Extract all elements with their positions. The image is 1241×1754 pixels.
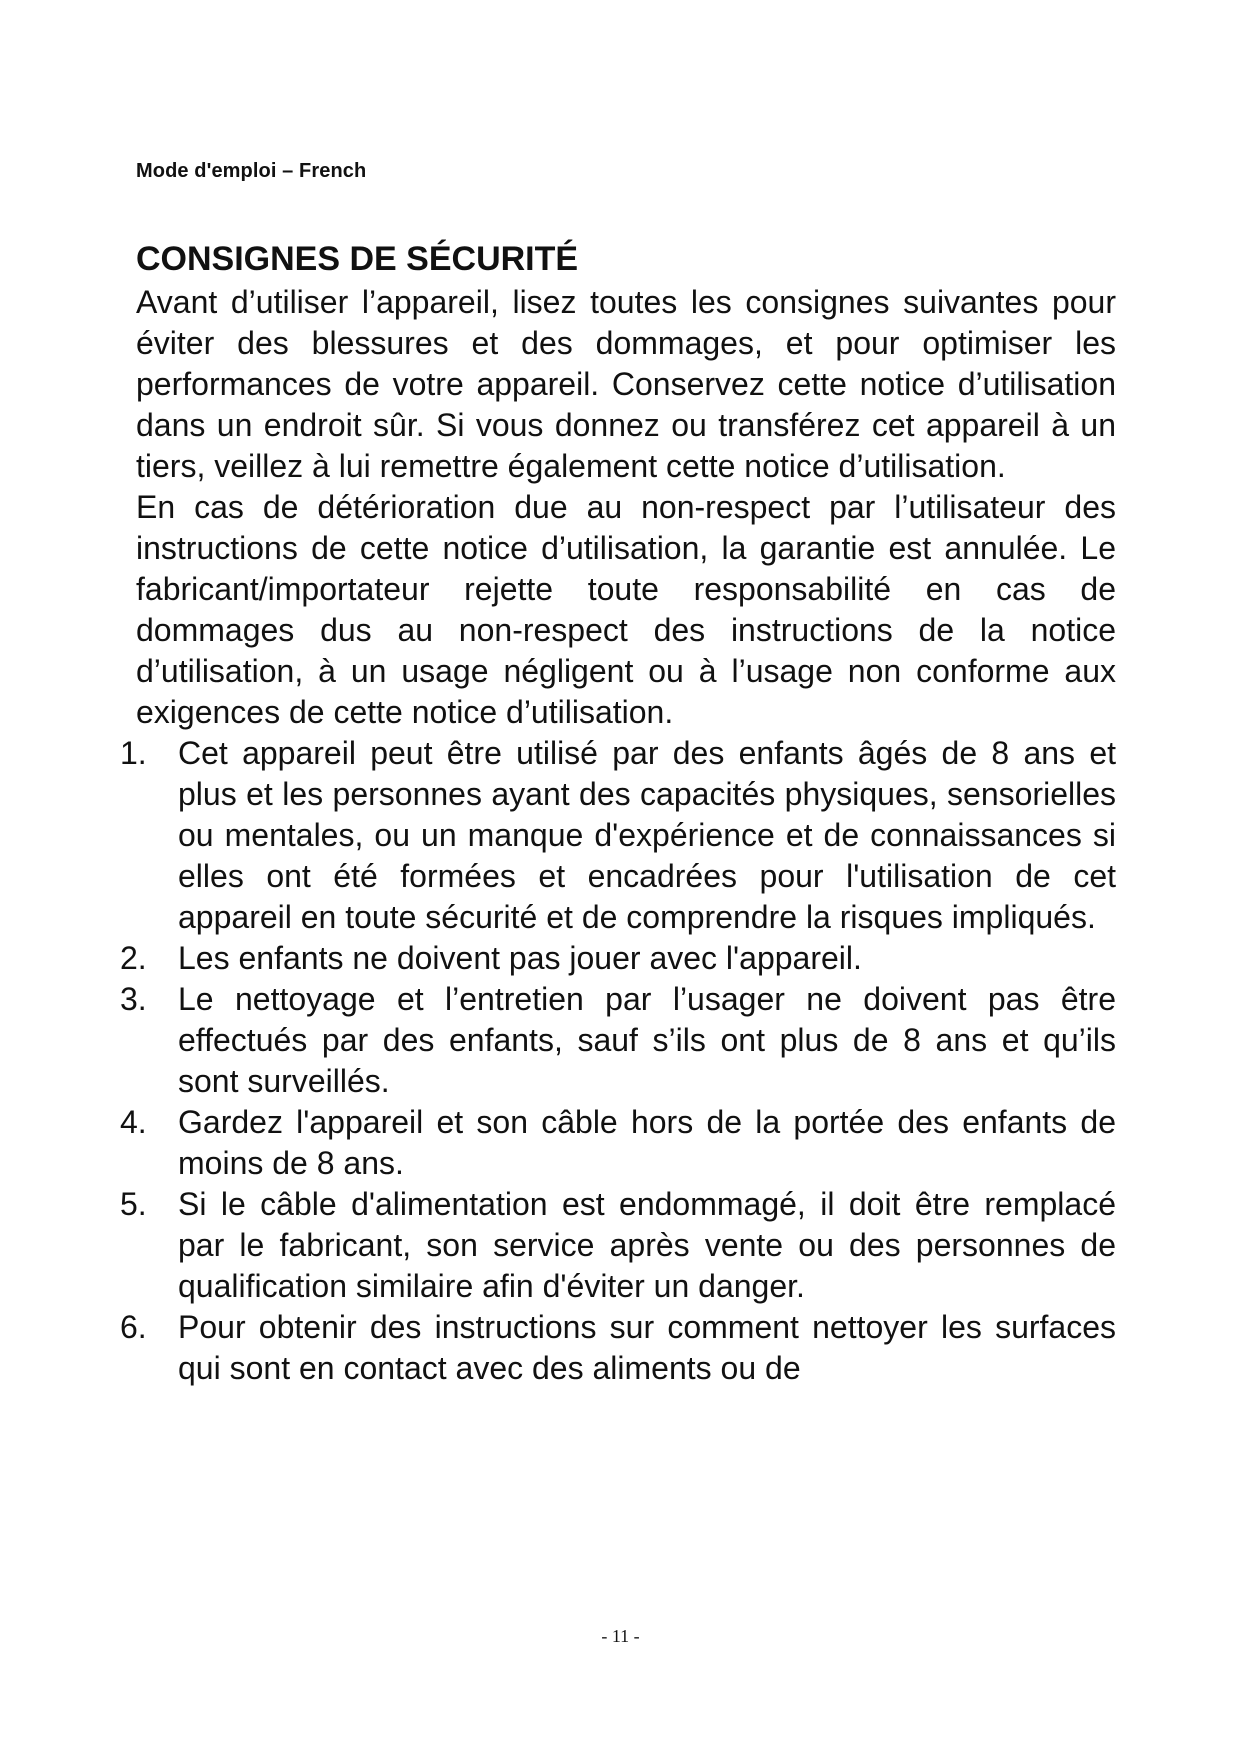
list-item-text: Gardez l'appareil et son câble hors de la portée des enfants de moins de 8 ans. [178,1104,1116,1181]
list-item [120,979,1116,1102]
safety-list [120,733,1116,1389]
list-item [120,1184,1116,1307]
list-item-number: 1. [120,735,147,771]
list-item-number: 2. [120,940,147,976]
intro-paragraph: Avant d’utiliser l’appareil, lisez toutes les consignes suivantes pour éviter des blessures et des dommages, et pour optimiser les performances de votre appareil. Conservez cette notice d’utilisation dans un endroit sûr. Si vous donnez ou transférez cet appareil à un tiers, veillez à lui remettre également cette notice d’utilisation. [136,284,1116,484]
list-item-number: 4. [120,1104,147,1140]
list-item-text: Le nettoyage et l’entretien par l’usager ne doivent pas être effectués par des enfants, sauf s’ils ont plus de 8 ans et qu’ils sont surveillés. [178,981,1116,1099]
section-title: CONSIGNES DE SÉCURITÉ [136,240,579,278]
page-number: - 11 - [601,1626,640,1646]
list-item-number: 3. [120,981,147,1017]
list-item [120,1307,1116,1389]
list-item-text: Si le câble d'alimentation est endommagé, il doit être remplacé par le fabricant, son service après vente ou des personnes de qualification similaire afin d'éviter un danger. [178,1186,1116,1304]
list-item-number: 5. [120,1186,147,1222]
list-item-text: Pour obtenir des instructions sur comment nettoyer les surfaces qui sont en contact avec des aliments ou de [178,1309,1116,1386]
list-item-number: 6. [120,1309,147,1345]
list-item [120,1102,1116,1184]
list-item-text: Cet appareil peut être utilisé par des enfants âgés de 8 ans et plus et les personnes ayant des capacités physiques, sensorielles ou mentales, ou un manque d'expérience et de connaissances si elles ont été formées et encadrées pour l'utilisation de cet appareil en toute sécurité et de comprendre la risques impliqués. [178,735,1116,935]
safety-section [120,238,1116,1389]
list-item [120,938,1116,979]
list-item [120,733,1116,938]
document-header-label: Mode d'emploi – French [136,160,367,182]
list-item-text: Les enfants ne doivent pas jouer avec l'appareil. [178,940,862,976]
warranty-paragraph: En cas de détérioration due au non-respect par l’utilisateur des instructions de cette notice d’utilisation, la garantie est annulée. Le fabricant/importateur rejette toute responsabilité en cas de dommages dus au non-respect des instructions de la notice d’utilisation, à un usage négligent ou à l’usage non conforme aux exigences de cette notice d’utilisation. [136,489,1116,730]
